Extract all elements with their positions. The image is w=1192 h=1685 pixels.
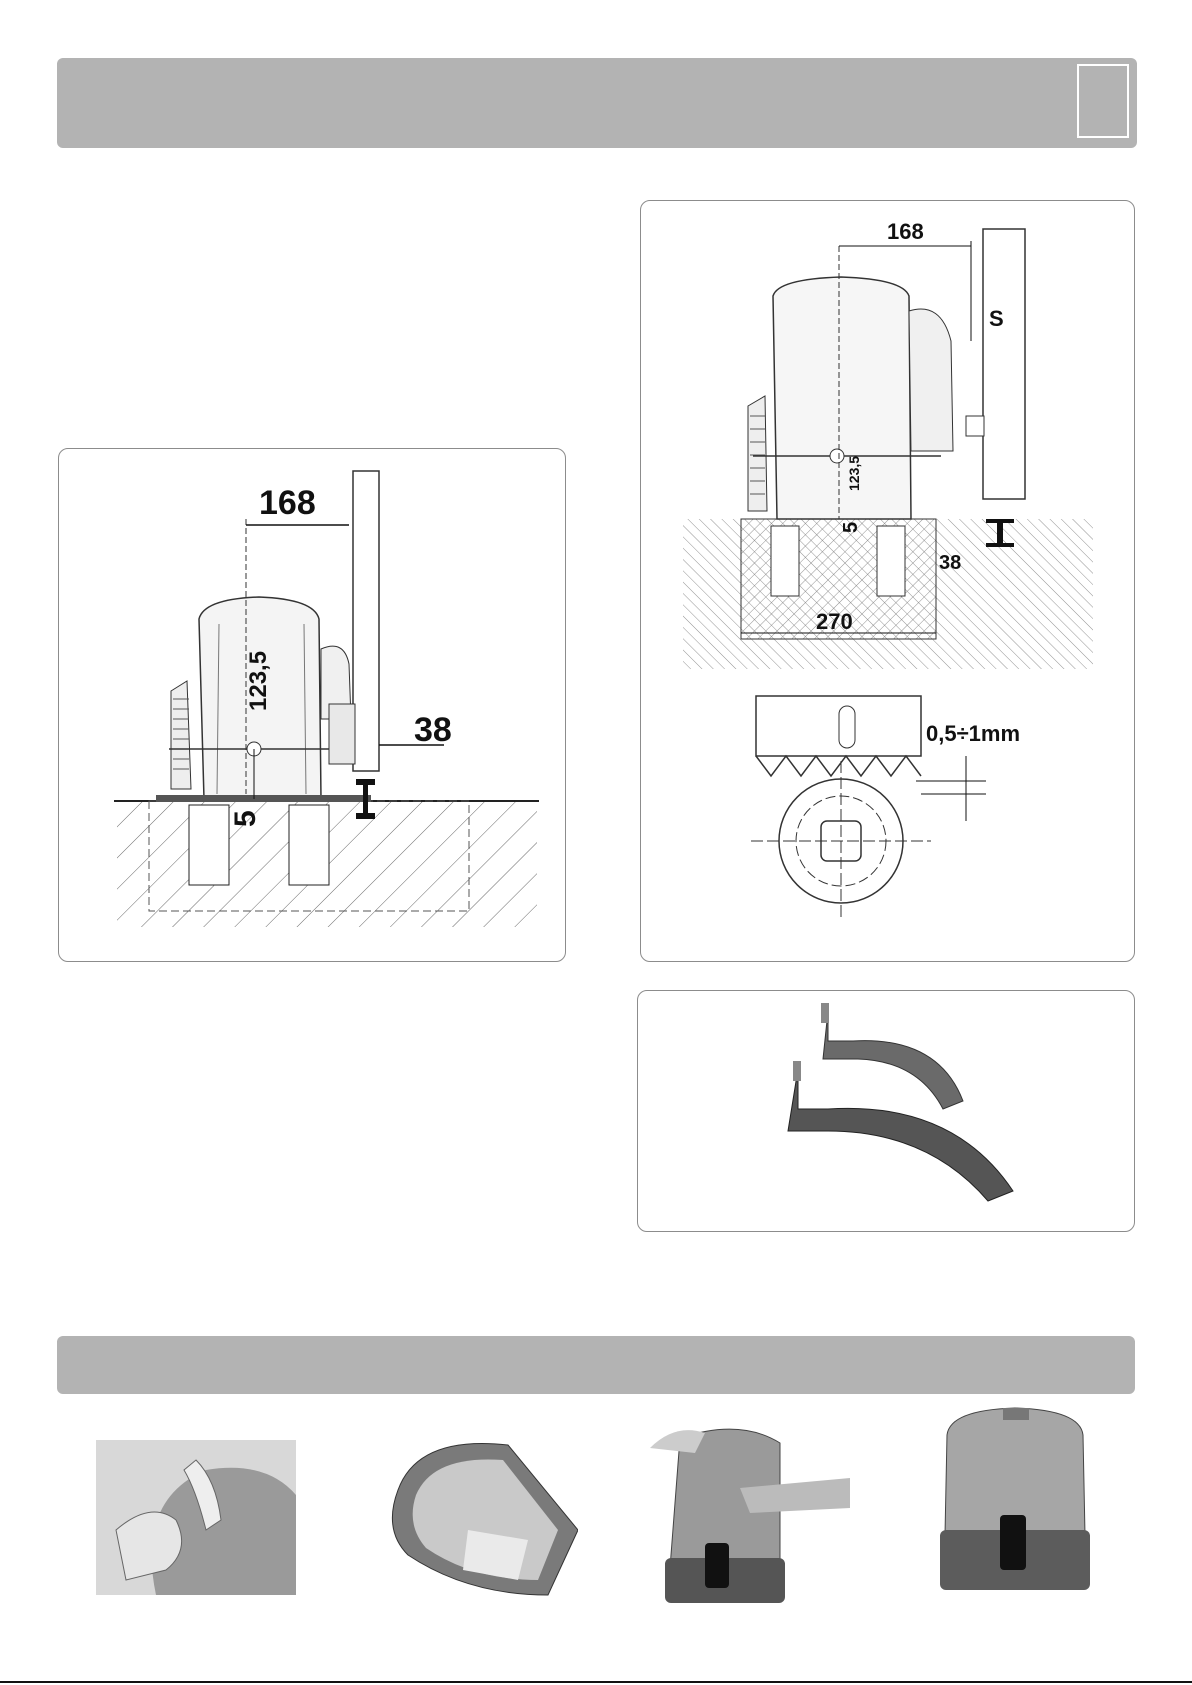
dim-270-label: 270	[816, 609, 853, 634]
release-lever	[909, 309, 953, 451]
dim-123-5-label: 123,5	[245, 650, 272, 711]
photo-cover-shell	[378, 1430, 578, 1600]
anchor-bolt	[289, 805, 329, 885]
dim-5-label: 5	[840, 521, 862, 533]
gate-leaf	[983, 229, 1025, 499]
page-number-box	[1077, 64, 1129, 138]
motor-heatsink	[171, 681, 191, 789]
motor-rack-detail-diagram	[641, 201, 1134, 961]
dim-38-label: 38	[939, 552, 962, 574]
anchor-bolt	[877, 526, 905, 596]
photo-assembled-motor	[935, 1405, 1095, 1595]
gear-rack	[329, 704, 355, 764]
motor-installation-diagram	[59, 449, 565, 961]
pinion-axis	[830, 449, 844, 463]
gate-leaf	[353, 471, 379, 771]
page-bottom-rule	[0, 1681, 1192, 1683]
base-plate	[156, 795, 371, 802]
section-header-banner	[57, 58, 1137, 148]
dim-5-label: 5	[229, 810, 262, 827]
rack-slot	[839, 706, 855, 748]
motor-cover-shell-icon	[378, 1430, 578, 1600]
anchor-bolt	[771, 526, 799, 596]
dim-s-label: S	[989, 306, 1004, 331]
release-brackets-icon	[638, 991, 1134, 1231]
motor-body	[773, 277, 911, 519]
hands-fitting-cover-on-motor-icon	[650, 1418, 850, 1603]
dim-168-label: 168	[259, 484, 316, 522]
release-brackets-photo-panel	[637, 990, 1135, 1232]
rack-teeth	[756, 756, 921, 776]
gear-rack	[966, 416, 984, 436]
dim-38-label: 38	[414, 711, 452, 749]
dim-168-label: 168	[887, 219, 924, 244]
hand-removing-cover-seal-icon	[96, 1440, 296, 1595]
dim-gear-gap-label: 0,5÷1mm	[926, 721, 1021, 746]
dim-123-5-label: 123,5	[846, 455, 862, 491]
assembled-gate-motor-icon	[935, 1405, 1095, 1595]
installation-drawing-side-view	[58, 448, 566, 962]
section-header-banner-2	[57, 1336, 1135, 1394]
photo-fitting-cover	[650, 1418, 850, 1603]
anchor-bolt	[189, 805, 229, 885]
installation-drawing-detail	[640, 200, 1135, 962]
photo-removing-seal	[96, 1440, 296, 1595]
